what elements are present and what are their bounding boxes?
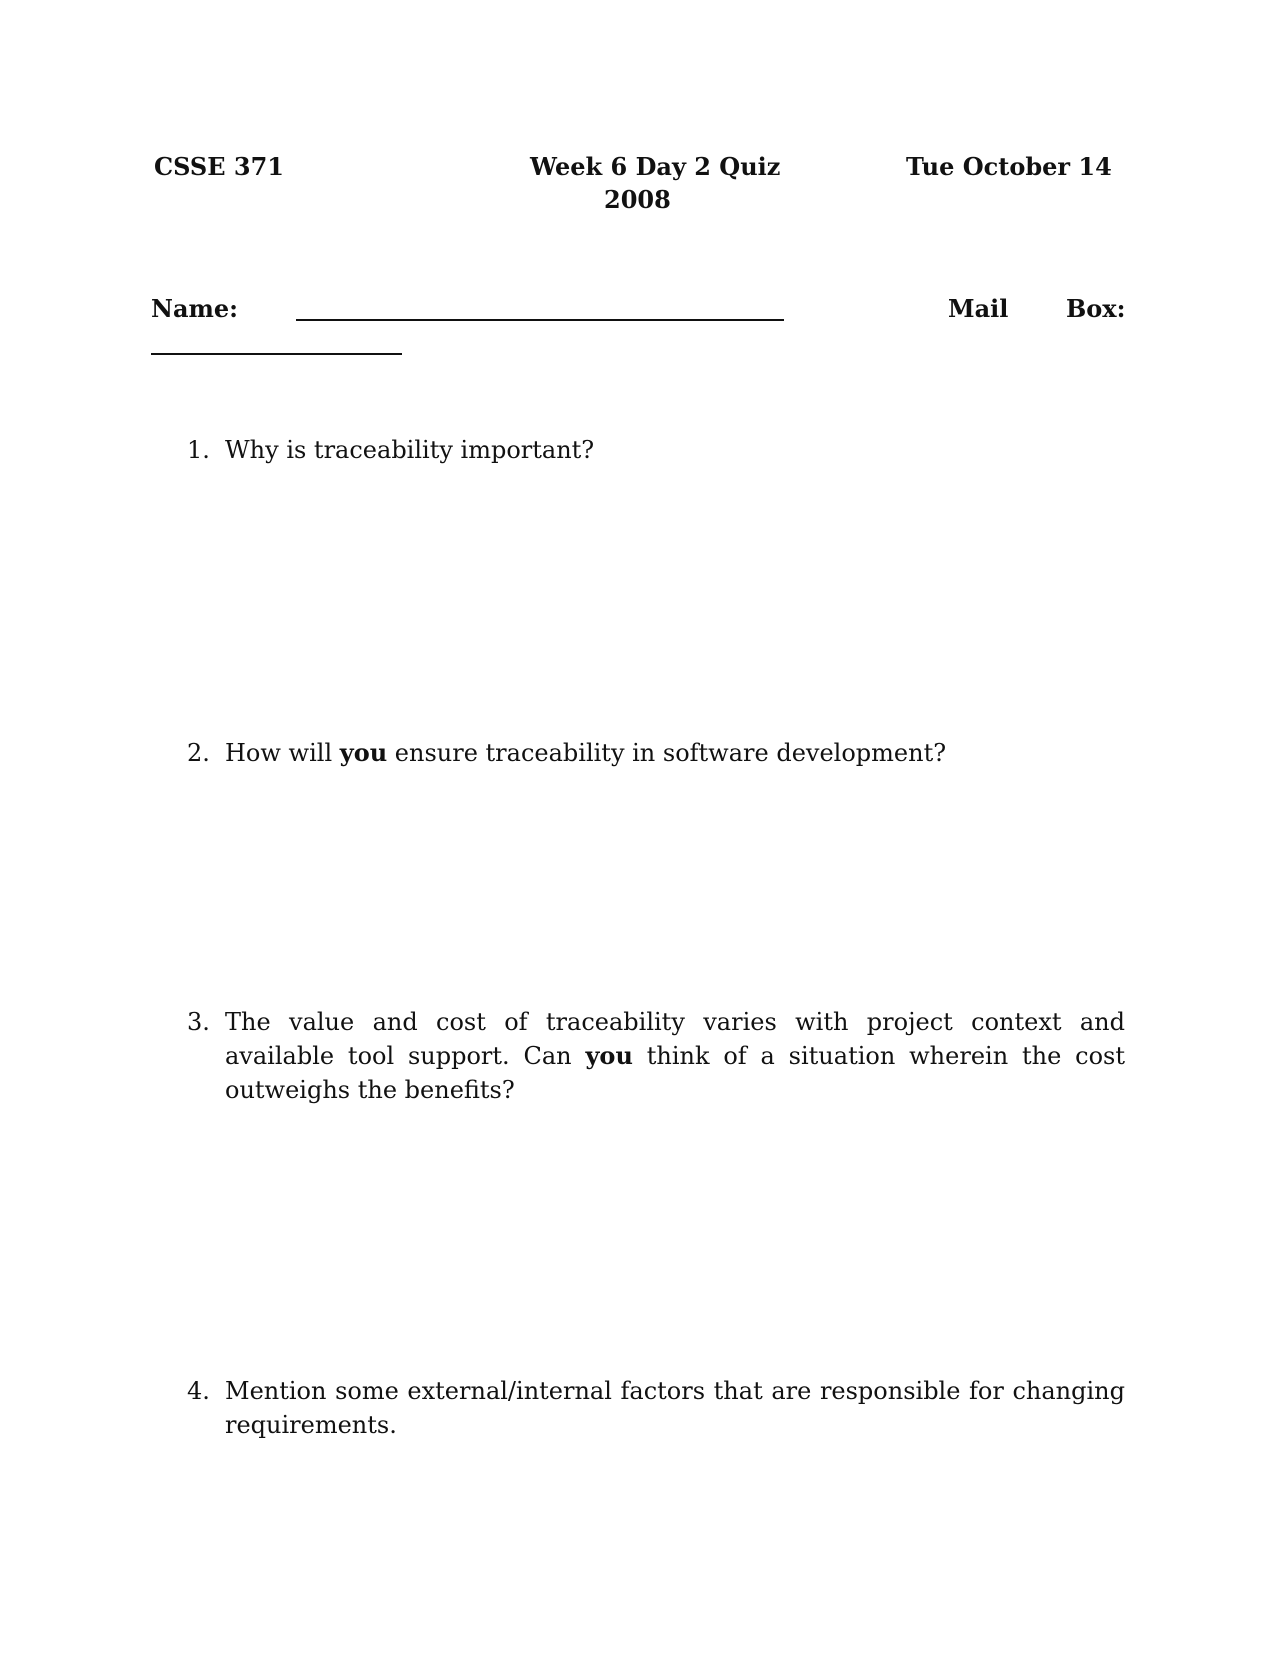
question-text: Mention some external/internal factors that are responsible for changing requirements. [225,1377,1125,1439]
question-number: 4. [187,1377,210,1405]
quiz-title: Week 6 Day 2 Quiz [530,152,781,181]
question-3 [187,1005,1125,1107]
question-text: How will you ensure traceability in software development? [225,738,947,767]
name-label: Name: [151,294,239,323]
name-field-line [296,319,784,321]
question-4 [187,1374,1125,1442]
quiz-date: Tue October 14 [906,152,1112,181]
course-code: CSSE 371 [154,152,284,181]
box-label: Box: [1066,294,1126,323]
question-number: 3. [187,1008,210,1036]
emphasis-you: you [585,1041,633,1070]
mailbox-field-line [151,353,402,355]
question-number: 1. [187,436,210,464]
question-text: Why is traceability important? [225,436,595,464]
quiz-year: 2008 [604,185,671,214]
question-1 [187,433,1125,467]
mail-label: Mail [948,294,1009,323]
question-text: The value and cost of traceability varies with project context and available tool support. Can you think of a situation wherein the cost outweighs the benefits? [225,1008,1125,1104]
emphasis-you: you [339,738,388,767]
question-number: 2. [187,739,210,767]
question-2 [187,736,1125,770]
